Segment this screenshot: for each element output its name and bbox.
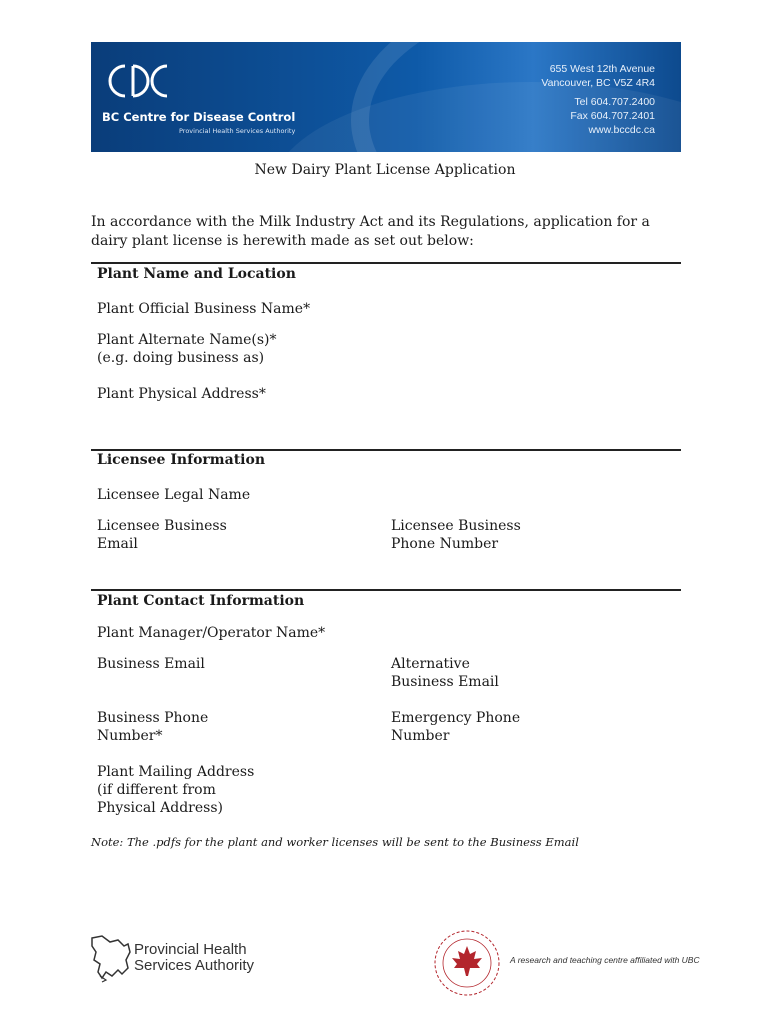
section-divider: [91, 262, 681, 264]
field-label: Plant Alternate Name(s)*: [97, 332, 277, 348]
field-label: Number: [391, 728, 450, 744]
field-label: Plant Manager/Operator Name*: [97, 625, 326, 641]
field-alternative-business-email[interactable]: [391, 655, 499, 691]
field-plant-mailing-address[interactable]: [97, 763, 254, 817]
field-hint: Physical Address): [97, 800, 223, 816]
phsa-logo-text: [134, 942, 254, 974]
accreditation-seal-icon: [432, 928, 502, 998]
section-heading-licensee: Licensee Information: [97, 452, 265, 468]
field-label: Licensee Legal Name: [97, 487, 251, 503]
field-label: Email: [97, 536, 138, 552]
cdc-logo-icon: [105, 62, 175, 100]
field-label: Plant Official Business Name*: [97, 301, 311, 317]
field-licensee-legal-name[interactable]: [97, 486, 250, 504]
address-line-2: Vancouver, BC V5Z 4R4: [541, 77, 655, 89]
intro-paragraph: In accordance with the Milk Industry Act and its Regulations, application for a dairy plant license is herewith made as set out below:: [91, 214, 650, 249]
field-business-phone[interactable]: [97, 709, 208, 745]
field-label: Licensee Business: [391, 518, 521, 534]
field-hint: (if different from: [97, 782, 216, 798]
field-label: Number*: [97, 728, 163, 744]
field-label: Business Phone: [97, 710, 209, 726]
section-heading-plant: Plant Name and Location: [97, 266, 296, 282]
field-emergency-phone[interactable]: [391, 709, 520, 745]
field-plant-business-name[interactable]: [97, 300, 310, 318]
fax: Fax 604.707.2401: [570, 110, 655, 122]
document-title: New Dairy Plant License Application: [254, 162, 516, 178]
phsa-line-1: Provincial Health: [134, 941, 247, 958]
contact-block: [541, 62, 655, 137]
website: www.bccdc.ca: [588, 124, 655, 136]
field-label: Phone Number: [391, 536, 499, 552]
header-banner: [91, 42, 681, 152]
field-hint: (e.g. doing business as): [97, 350, 265, 366]
field-business-email[interactable]: [97, 655, 205, 673]
email-note: Note: The .pdfs for the plant and worker licenses will be sent to the Business Email: [91, 835, 579, 849]
field-licensee-business-phone[interactable]: [391, 517, 521, 553]
org-subtitle: Provincial Health Services Authority: [179, 127, 296, 135]
org-name: BC Centre for Disease Control: [102, 110, 296, 124]
section-divider: [91, 589, 681, 591]
field-label: Plant Mailing Address: [97, 764, 255, 780]
field-plant-physical-address[interactable]: [97, 385, 266, 403]
field-label: Business Email: [97, 656, 205, 672]
ubc-affiliation: A research and teaching centre affiliated with UBC: [510, 955, 700, 965]
field-plant-manager-name[interactable]: [97, 624, 325, 642]
tel: Tel 604.707.2400: [574, 96, 655, 108]
field-label: Alternative: [391, 656, 470, 672]
field-label: Plant Physical Address*: [97, 386, 266, 402]
field-licensee-business-email[interactable]: [97, 517, 227, 553]
field-plant-alternate-name[interactable]: [97, 331, 277, 367]
field-label: Emergency Phone: [391, 710, 521, 726]
phsa-line-2: Services Authority: [134, 957, 255, 974]
field-label: Business Email: [391, 674, 499, 690]
section-divider: [91, 449, 681, 451]
address-line-1: 655 West 12th Avenue: [549, 63, 655, 75]
section-heading-contact: Plant Contact Information: [97, 593, 305, 609]
bc-map-icon: [88, 932, 138, 984]
field-label: Licensee Business: [97, 518, 227, 534]
